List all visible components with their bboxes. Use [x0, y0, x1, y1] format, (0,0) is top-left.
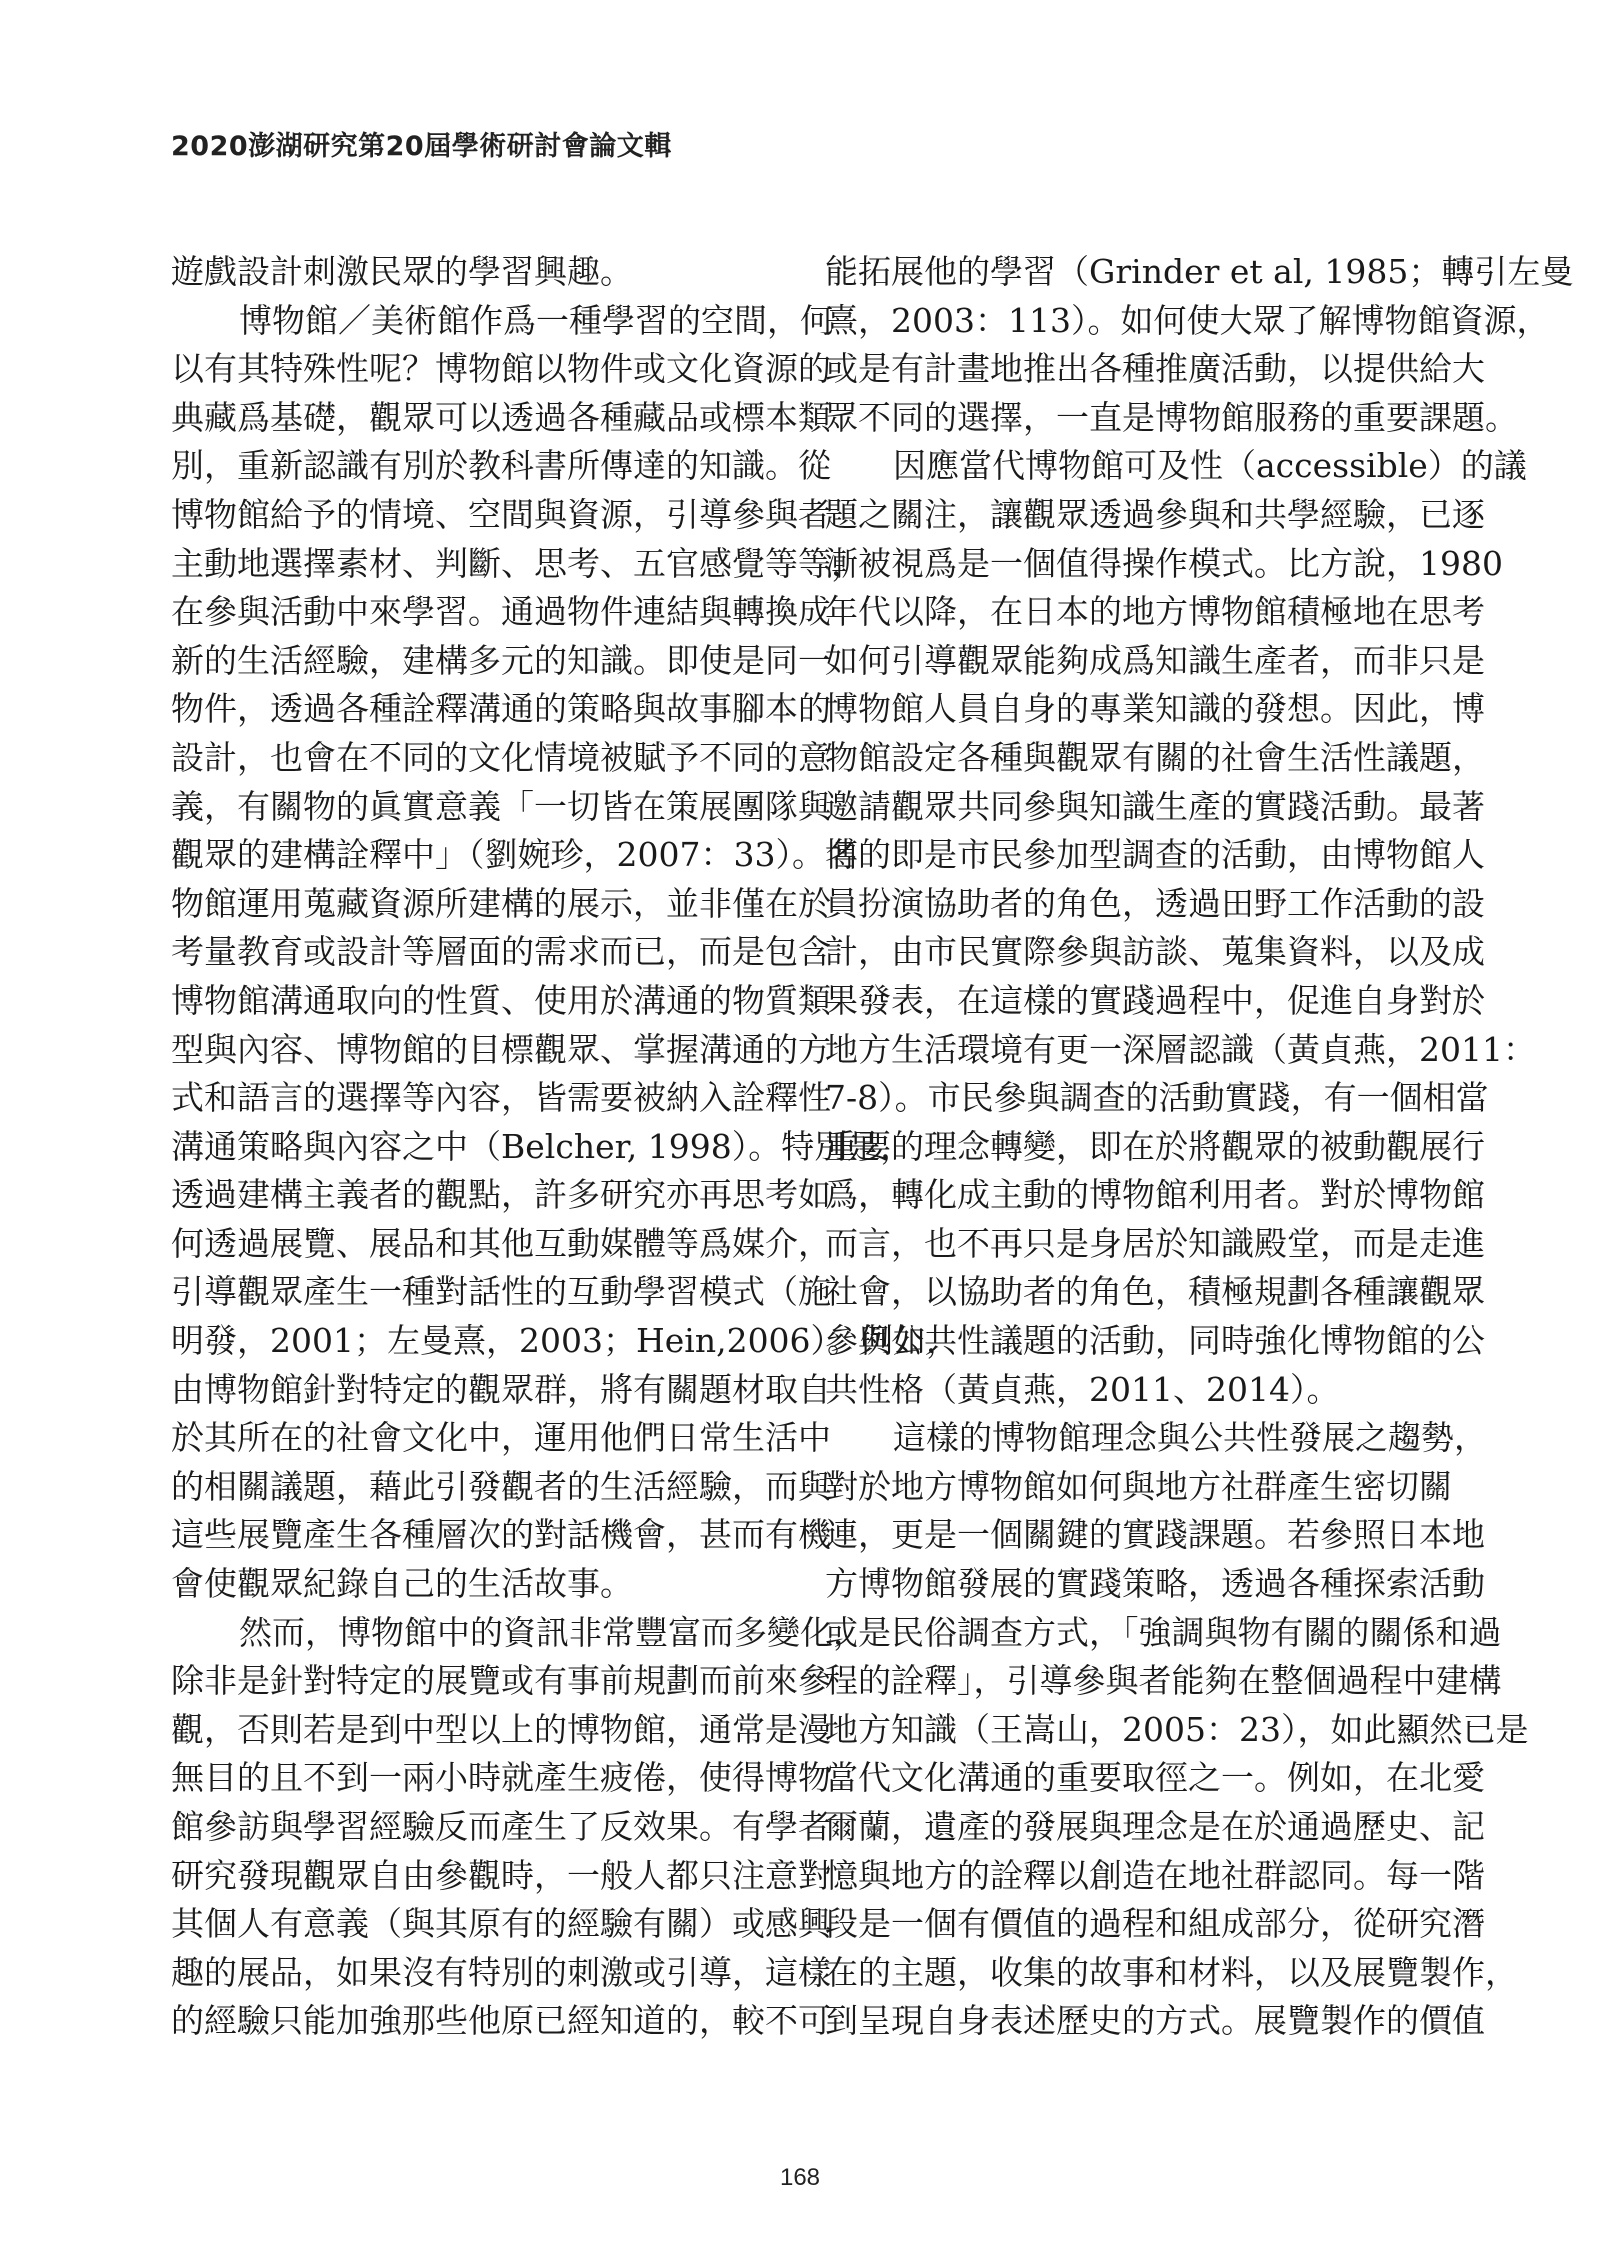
- text-line: 或是有計畫地推出各種推廣活動，以提供給大: [825, 349, 1485, 389]
- text-line: 館參訪與學習經驗反而產生了反效果。有學者: [171, 1807, 831, 1846]
- paragraph: [171, 248, 768, 297]
- text-line: 程的詮釋」，引導參與者能夠在整個過程中建構: [825, 1661, 1502, 1701]
- text-line: 典藏爲基礎，觀眾可以透過各種藏品或標本類: [171, 397, 831, 437]
- text-line: 連，更是一個關鍵的實踐課題。若參照日本地: [825, 1515, 1485, 1555]
- paragraph: [825, 248, 1574, 442]
- text-line: 主動地選擇素材、判斷、思考、五官感覺等等，: [171, 543, 864, 583]
- text-line: 於其所在的社會文化中，運用他們日常生活中: [171, 1418, 831, 1458]
- text-line: 計，由市民實際參與訪談、蒐集資料，以及成: [825, 932, 1485, 972]
- text-line: 果發表，在這樣的實踐過程中，促進自身對於: [825, 980, 1485, 1020]
- text-line: 地方生活環境有更一深層認識（黃貞燕，2011：: [825, 1029, 1536, 1069]
- paragraph: [171, 1609, 866, 2046]
- text-line: 物館運用蒐藏資源所建構的展示，並非僅在於: [171, 883, 831, 923]
- text-line: 明發，2001；左曼熹，2003；Hein,2006）。例如，: [171, 1321, 960, 1361]
- page-number: 168: [779, 2164, 821, 2191]
- text-line: 然而，博物館中的資訊非常豐富而多變化，: [239, 1612, 866, 1652]
- right-column: [825, 248, 1574, 2046]
- text-line: 而言，也不再只是身居於知識殿堂，而是走進: [825, 1223, 1485, 1263]
- text-line: 溝通策略與內容之中（Belcher, 1998）。特別是，: [171, 1126, 914, 1166]
- text-line: 博物館給予的情境、空間與資源，引導參與者: [171, 494, 831, 534]
- text-line: 題之關注，讓觀眾透過參與和共學經驗，已逐: [825, 494, 1485, 534]
- text-line: 重要的理念轉變，即在於將觀眾的被動觀展行: [825, 1126, 1485, 1166]
- text-line: 透過建構主義者的觀點，許多研究亦再思考如: [171, 1175, 831, 1215]
- text-line: 以有其特殊性呢？博物館以物件或文化資源的: [171, 349, 831, 389]
- text-line: 的相關議題，藉此引發觀者的生活經驗，而與: [171, 1466, 831, 1506]
- text-line: 式和語言的選擇等內容，皆需要被納入詮釋性: [171, 1078, 831, 1118]
- text-line: 博物館溝通取向的性質、使用於溝通的物質類: [171, 980, 831, 1020]
- text-line: 名的即是市民參加型調查的活動，由博物館人: [825, 835, 1485, 875]
- text-line: 其個人有意義（與其原有的經驗有關）或感興: [171, 1904, 831, 1944]
- text-line: 考量教育或設計等層面的需求而已，而是包含: [171, 932, 831, 972]
- text-line: 熹，2003：113）。如何使大眾了解博物館資源，: [825, 300, 1550, 340]
- text-line: 或是民俗調查方式，「強調與物有關的關係和過: [825, 1612, 1502, 1652]
- text-line: 7-8）。市民參與調查的活動實踐，有一個相當: [825, 1078, 1489, 1118]
- text-line: 的經驗只能加強那些他原已經知道的，較不可: [171, 2001, 831, 2041]
- text-line: 方博物館發展的實踐策略，透過各種探索活動: [825, 1564, 1485, 1604]
- text-line: 年代以降，在日本的地方博物館積極地在思考: [825, 592, 1485, 632]
- text-line: 研究發現觀眾自由參觀時，一般人都只注意對: [171, 1855, 831, 1895]
- paragraph: [825, 442, 1536, 1414]
- text-line: 新的生活經驗，建構多元的知識。即使是同一: [171, 640, 831, 680]
- text-line: 觀，否則若是到中型以上的博物館，通常是漫: [171, 1709, 831, 1749]
- text-line: 眾不同的選擇，一直是博物館服務的重要課題。: [825, 397, 1518, 437]
- paragraph: [171, 297, 960, 1609]
- text-line: 設計，也會在不同的文化情境被賦予不同的意: [171, 737, 831, 777]
- text-line: 別，重新認識有別於教科書所傳達的知識。從: [171, 446, 831, 486]
- text-line: 物館設定各種與觀眾有關的社會生活性議題，: [825, 737, 1485, 777]
- text-line: 這些展覽產生各種層次的對話機會，甚而有機: [171, 1515, 831, 1555]
- text-line: 能拓展他的學習（Grinder et al, 1985；轉引左曼: [825, 252, 1574, 291]
- text-line: 爲，轉化成主動的博物館利用者。對於博物館: [825, 1175, 1485, 1215]
- text-line: 遊戲設計刺激民眾的學習興趣。: [171, 252, 633, 291]
- text-line: 到呈現自身表述歷史的方式。展覽製作的價值: [825, 2001, 1485, 2041]
- left-column: [171, 248, 960, 2046]
- paragraph: [825, 1414, 1529, 2046]
- text-line: 會使觀眾紀錄自己的生活故事。: [171, 1564, 633, 1604]
- running-header: 2020澎湖研究第20屆學術研討會論文輯: [171, 131, 672, 162]
- text-line: 漸被視爲是一個值得操作模式。比方說，1980: [825, 543, 1503, 583]
- text-line: 無目的且不到一兩小時就產生疲倦，使得博物: [171, 1758, 831, 1798]
- text-line: 物件，透過各種詮釋溝通的策略與故事腳本的: [171, 689, 831, 729]
- text-line: 如何引導觀眾能夠成爲知識生產者，而非只是: [825, 640, 1485, 680]
- text-line: 參與公共性議題的活動，同時強化博物館的公: [825, 1321, 1485, 1361]
- text-line: 地方知識（王嵩山，2005：23），如此顯然已是: [825, 1709, 1529, 1749]
- text-line: 段是一個有價值的過程和組成部分，從研究潛: [825, 1904, 1485, 1944]
- text-line: 邀請觀眾共同參與知識生產的實踐活動。最著: [825, 786, 1485, 826]
- text-line: 何透過展覽、展品和其他互動媒體等爲媒介，: [171, 1223, 831, 1263]
- text-line: 觀眾的建構詮釋中」（劉婉珍，2007：33）。博: [171, 835, 858, 875]
- text-line: 憶與地方的詮釋以創造在地社群認同。每一階: [825, 1855, 1485, 1895]
- text-line: 型與內容、博物館的目標觀眾、掌握溝通的方: [171, 1029, 831, 1069]
- text-line: 員扮演協助者的角色，透過田野工作活動的設: [825, 883, 1485, 923]
- text-line: 除非是針對特定的展覽或有事前規劃而前來參: [171, 1661, 831, 1701]
- text-line: 當代文化溝通的重要取徑之一。例如，在北愛: [825, 1758, 1485, 1798]
- text-line: 趣的展品，如果沒有特別的刺激或引導，這樣: [171, 1952, 831, 1992]
- text-line: 在的主題，收集的故事和材料，以及展覽製作，: [825, 1952, 1518, 1992]
- text-line: 這樣的博物館理念與公共性發展之趨勢，: [893, 1418, 1487, 1458]
- text-line: 爾蘭，遺產的發展與理念是在於通過歷史、記: [825, 1807, 1485, 1846]
- text-line: 共性格（黃貞燕，2011、2014）。: [825, 1369, 1340, 1409]
- text-line: 在參與活動中來學習。通過物件連結與轉換成: [171, 592, 831, 632]
- text-line: 博物館／美術館作爲一種學習的空間，何: [239, 300, 833, 340]
- text-line: 博物館人員自身的專業知識的發想。因此，博: [825, 689, 1485, 729]
- text-line: 義，有關物的眞實意義「一切皆在策展團隊與: [171, 786, 831, 826]
- text-line: 因應當代博物館可及性（accessible）的議: [893, 446, 1527, 486]
- text-line: 由博物館針對特定的觀眾群，將有關題材取自: [171, 1369, 831, 1409]
- text-line: 引導觀眾產生一種對話性的互動學習模式（施: [171, 1272, 831, 1312]
- text-line: 對於地方博物館如何與地方社群產生密切關: [825, 1466, 1452, 1506]
- text-line: 社會，以協助者的角色，積極規劃各種讓觀眾: [825, 1272, 1485, 1312]
